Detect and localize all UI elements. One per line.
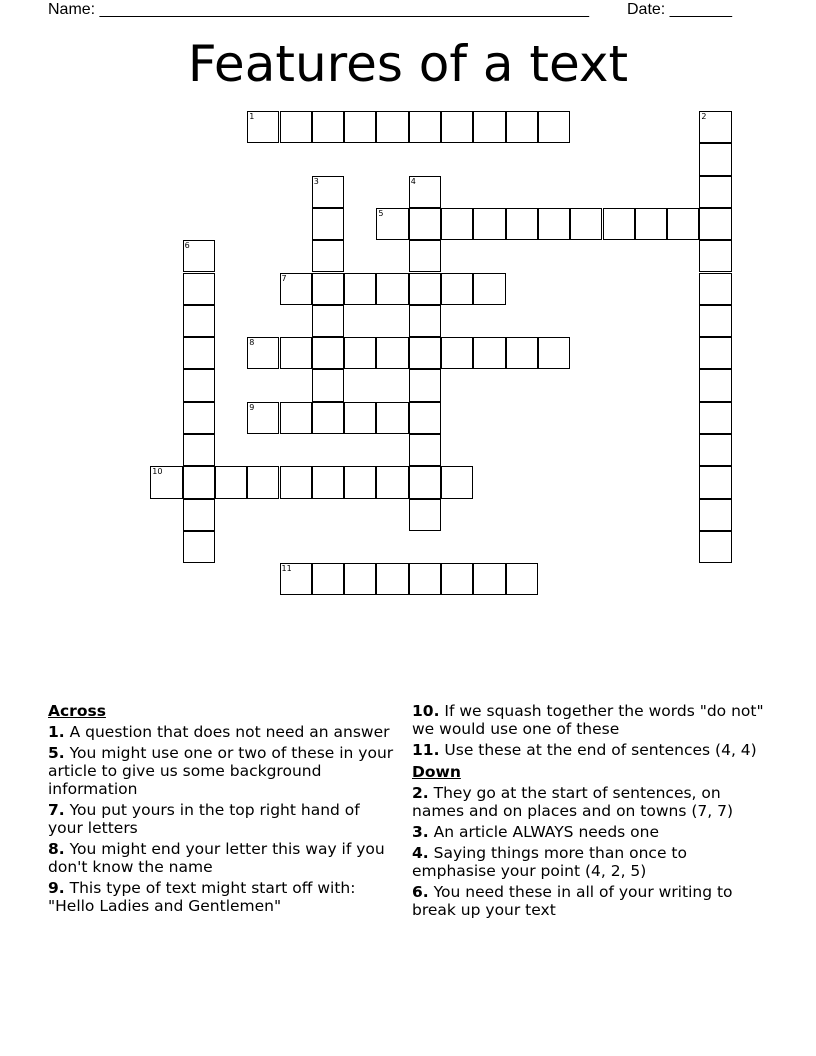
grid-cell[interactable] bbox=[312, 176, 344, 208]
grid-cell[interactable] bbox=[699, 466, 731, 498]
clue-number: 4. bbox=[412, 844, 429, 862]
grid-cell[interactable] bbox=[538, 337, 570, 369]
grid-cell[interactable] bbox=[473, 563, 505, 595]
grid-cell[interactable] bbox=[312, 240, 344, 272]
grid-cell[interactable] bbox=[409, 402, 441, 434]
grid-cell[interactable] bbox=[344, 337, 376, 369]
grid-cell[interactable] bbox=[667, 208, 699, 240]
clues-column-left bbox=[48, 702, 396, 918]
clue-text: You need these in all of your writing to break up your text bbox=[412, 883, 733, 919]
grid-cell[interactable] bbox=[280, 563, 312, 595]
grid-cell[interactable] bbox=[312, 305, 344, 337]
clue-down-2 bbox=[412, 784, 772, 820]
grid-cell[interactable] bbox=[699, 305, 731, 337]
clue-number-label: 9 bbox=[249, 402, 255, 412]
clue-number: 10. bbox=[412, 702, 440, 720]
clue-number-label: 10 bbox=[152, 467, 163, 477]
grid-cell[interactable] bbox=[473, 208, 505, 240]
clue-across-5 bbox=[48, 744, 396, 798]
across-heading: Across bbox=[48, 702, 106, 720]
grid-cell[interactable] bbox=[247, 337, 279, 369]
grid-cell[interactable] bbox=[441, 208, 473, 240]
grid-cell[interactable] bbox=[183, 240, 215, 272]
clue-number: 2. bbox=[412, 784, 429, 802]
grid-cell[interactable] bbox=[409, 305, 441, 337]
grid-cell[interactable] bbox=[150, 466, 182, 498]
grid-cell[interactable] bbox=[699, 337, 731, 369]
grid-cell[interactable] bbox=[280, 466, 312, 498]
grid-cell[interactable] bbox=[312, 369, 344, 401]
clue-number-label: 3 bbox=[313, 176, 319, 186]
grid-cell[interactable] bbox=[699, 143, 731, 175]
grid-cell[interactable] bbox=[699, 240, 731, 272]
page-title: Features of a text bbox=[187, 35, 629, 93]
grid-cell[interactable] bbox=[247, 111, 279, 143]
grid-cell[interactable] bbox=[183, 402, 215, 434]
grid-cell[interactable] bbox=[538, 111, 570, 143]
grid-cell[interactable] bbox=[441, 466, 473, 498]
grid-cell[interactable] bbox=[280, 111, 312, 143]
clue-number: 5. bbox=[48, 744, 65, 762]
grid-cell[interactable] bbox=[409, 499, 441, 531]
grid-cell[interactable] bbox=[409, 466, 441, 498]
grid-cell[interactable] bbox=[183, 531, 215, 563]
grid-cell[interactable] bbox=[699, 273, 731, 305]
clue-number: 6. bbox=[412, 883, 429, 901]
grid-cell[interactable] bbox=[183, 499, 215, 531]
grid-cell[interactable] bbox=[312, 402, 344, 434]
grid-cell[interactable] bbox=[376, 563, 408, 595]
grid-cell[interactable] bbox=[409, 337, 441, 369]
grid-cell[interactable] bbox=[376, 111, 408, 143]
clue-number-label: 1 bbox=[249, 112, 255, 121]
date-field-label: Date: _______ bbox=[627, 1, 732, 18]
clue-number: 1. bbox=[48, 723, 65, 741]
clue-across-11 bbox=[412, 741, 772, 759]
grid-cell[interactable] bbox=[699, 369, 731, 401]
grid-cell[interactable] bbox=[699, 434, 731, 466]
clue-text: You might use one or two of these in your article to give us some background information bbox=[48, 744, 394, 798]
grid-cell[interactable] bbox=[312, 466, 344, 498]
clue-number-label: 4 bbox=[410, 176, 416, 186]
clue-number-label: 11 bbox=[281, 564, 292, 574]
clue-text: If we squash together the words "do not" we would use one of these bbox=[412, 702, 764, 738]
grid-cell[interactable] bbox=[473, 337, 505, 369]
grid-cell[interactable] bbox=[312, 273, 344, 305]
grid-cell[interactable] bbox=[699, 208, 731, 240]
grid-cell[interactable] bbox=[376, 273, 408, 305]
clue-down-4 bbox=[412, 844, 772, 880]
grid-cell[interactable] bbox=[183, 369, 215, 401]
clue-across-7 bbox=[48, 801, 396, 837]
grid-cell[interactable] bbox=[312, 563, 344, 595]
grid-cell[interactable] bbox=[344, 466, 376, 498]
grid-cell[interactable] bbox=[344, 111, 376, 143]
clue-number-label: 2 bbox=[701, 112, 707, 121]
clue-text: An article ALWAYS needs one bbox=[428, 823, 660, 841]
grid-cell[interactable] bbox=[409, 176, 441, 208]
clue-down-6 bbox=[412, 883, 772, 919]
grid-cell[interactable] bbox=[183, 273, 215, 305]
clue-down-3 bbox=[412, 823, 772, 841]
grid-cell[interactable] bbox=[506, 337, 538, 369]
grid-cell[interactable] bbox=[409, 369, 441, 401]
grid-cell[interactable] bbox=[344, 402, 376, 434]
clue-across-9 bbox=[48, 879, 396, 915]
grid-cell[interactable] bbox=[441, 111, 473, 143]
grid-cell[interactable] bbox=[280, 273, 312, 305]
grid-cell[interactable] bbox=[280, 402, 312, 434]
grid-cell[interactable] bbox=[506, 111, 538, 143]
name-field-label: Name: _______________________________________________________ bbox=[48, 1, 589, 18]
grid-cell[interactable] bbox=[538, 208, 570, 240]
clue-text: This type of text might start off with: "Hello Ladies and Gentlemen" bbox=[48, 879, 356, 915]
grid-cell[interactable] bbox=[280, 337, 312, 369]
clue-number-label: 7 bbox=[281, 273, 287, 283]
grid-cell[interactable] bbox=[312, 208, 344, 240]
grid-cell[interactable] bbox=[441, 563, 473, 595]
clue-number: 9. bbox=[48, 879, 65, 897]
grid-cell[interactable] bbox=[183, 337, 215, 369]
grid-cell[interactable] bbox=[409, 434, 441, 466]
grid-cell[interactable] bbox=[473, 111, 505, 143]
clue-text: They go at the start of sentences, on names and on places and on towns (7, 7) bbox=[412, 784, 734, 820]
grid-cell[interactable] bbox=[441, 273, 473, 305]
grid-cell[interactable] bbox=[441, 337, 473, 369]
grid-cell[interactable] bbox=[409, 273, 441, 305]
clue-number: 7. bbox=[48, 801, 65, 819]
grid-cell[interactable] bbox=[376, 208, 408, 240]
clue-text: Use these at the end of sentences (4, 4) bbox=[439, 741, 757, 759]
grid-cell[interactable] bbox=[344, 273, 376, 305]
grid-cell[interactable] bbox=[635, 208, 667, 240]
clue-number: 11. bbox=[412, 741, 440, 759]
grid-cell[interactable] bbox=[183, 434, 215, 466]
grid-cell[interactable] bbox=[699, 531, 731, 563]
grid-cell[interactable] bbox=[344, 563, 376, 595]
grid-cell[interactable] bbox=[183, 305, 215, 337]
clue-number-label: 6 bbox=[184, 241, 190, 251]
clue-number-label: 8 bbox=[249, 338, 255, 348]
grid-cell[interactable] bbox=[183, 466, 215, 498]
clue-text: A question that does not need an answer bbox=[64, 723, 390, 741]
clue-across-10 bbox=[412, 702, 772, 738]
grid-cell[interactable] bbox=[699, 402, 731, 434]
down-heading: Down bbox=[412, 763, 461, 781]
grid-cell[interactable] bbox=[376, 402, 408, 434]
grid-cell[interactable] bbox=[409, 563, 441, 595]
clue-number: 3. bbox=[412, 823, 429, 841]
clues-column-right bbox=[412, 702, 772, 922]
grid-cell[interactable] bbox=[506, 208, 538, 240]
clue-across-8 bbox=[48, 840, 396, 876]
clue-number-label: 5 bbox=[378, 208, 384, 218]
grid-cell[interactable] bbox=[409, 240, 441, 272]
grid-cell[interactable] bbox=[570, 208, 602, 240]
grid-cell[interactable] bbox=[506, 563, 538, 595]
grid-cell[interactable] bbox=[247, 466, 279, 498]
grid-cell[interactable] bbox=[699, 499, 731, 531]
grid-cell[interactable] bbox=[603, 208, 635, 240]
grid-cell[interactable] bbox=[376, 337, 408, 369]
grid-cell[interactable] bbox=[473, 273, 505, 305]
grid-cell[interactable] bbox=[409, 208, 441, 240]
grid-cell[interactable] bbox=[312, 111, 344, 143]
grid-cell[interactable] bbox=[215, 466, 247, 498]
grid-cell[interactable] bbox=[699, 176, 731, 208]
grid-cell[interactable] bbox=[376, 466, 408, 498]
grid-cell[interactable] bbox=[699, 111, 731, 143]
clue-text: Saying things more than once to emphasise your point (4, 2, 5) bbox=[412, 844, 687, 880]
clue-text: You put yours in the top right hand of your letters bbox=[48, 801, 360, 837]
clue-text: You might end your letter this way if you don't know the name bbox=[48, 840, 385, 876]
grid-cell[interactable] bbox=[312, 337, 344, 369]
grid-cell[interactable] bbox=[247, 402, 279, 434]
grid-cell[interactable] bbox=[409, 111, 441, 143]
clue-number: 8. bbox=[48, 840, 65, 858]
clue-across-1 bbox=[48, 723, 396, 741]
